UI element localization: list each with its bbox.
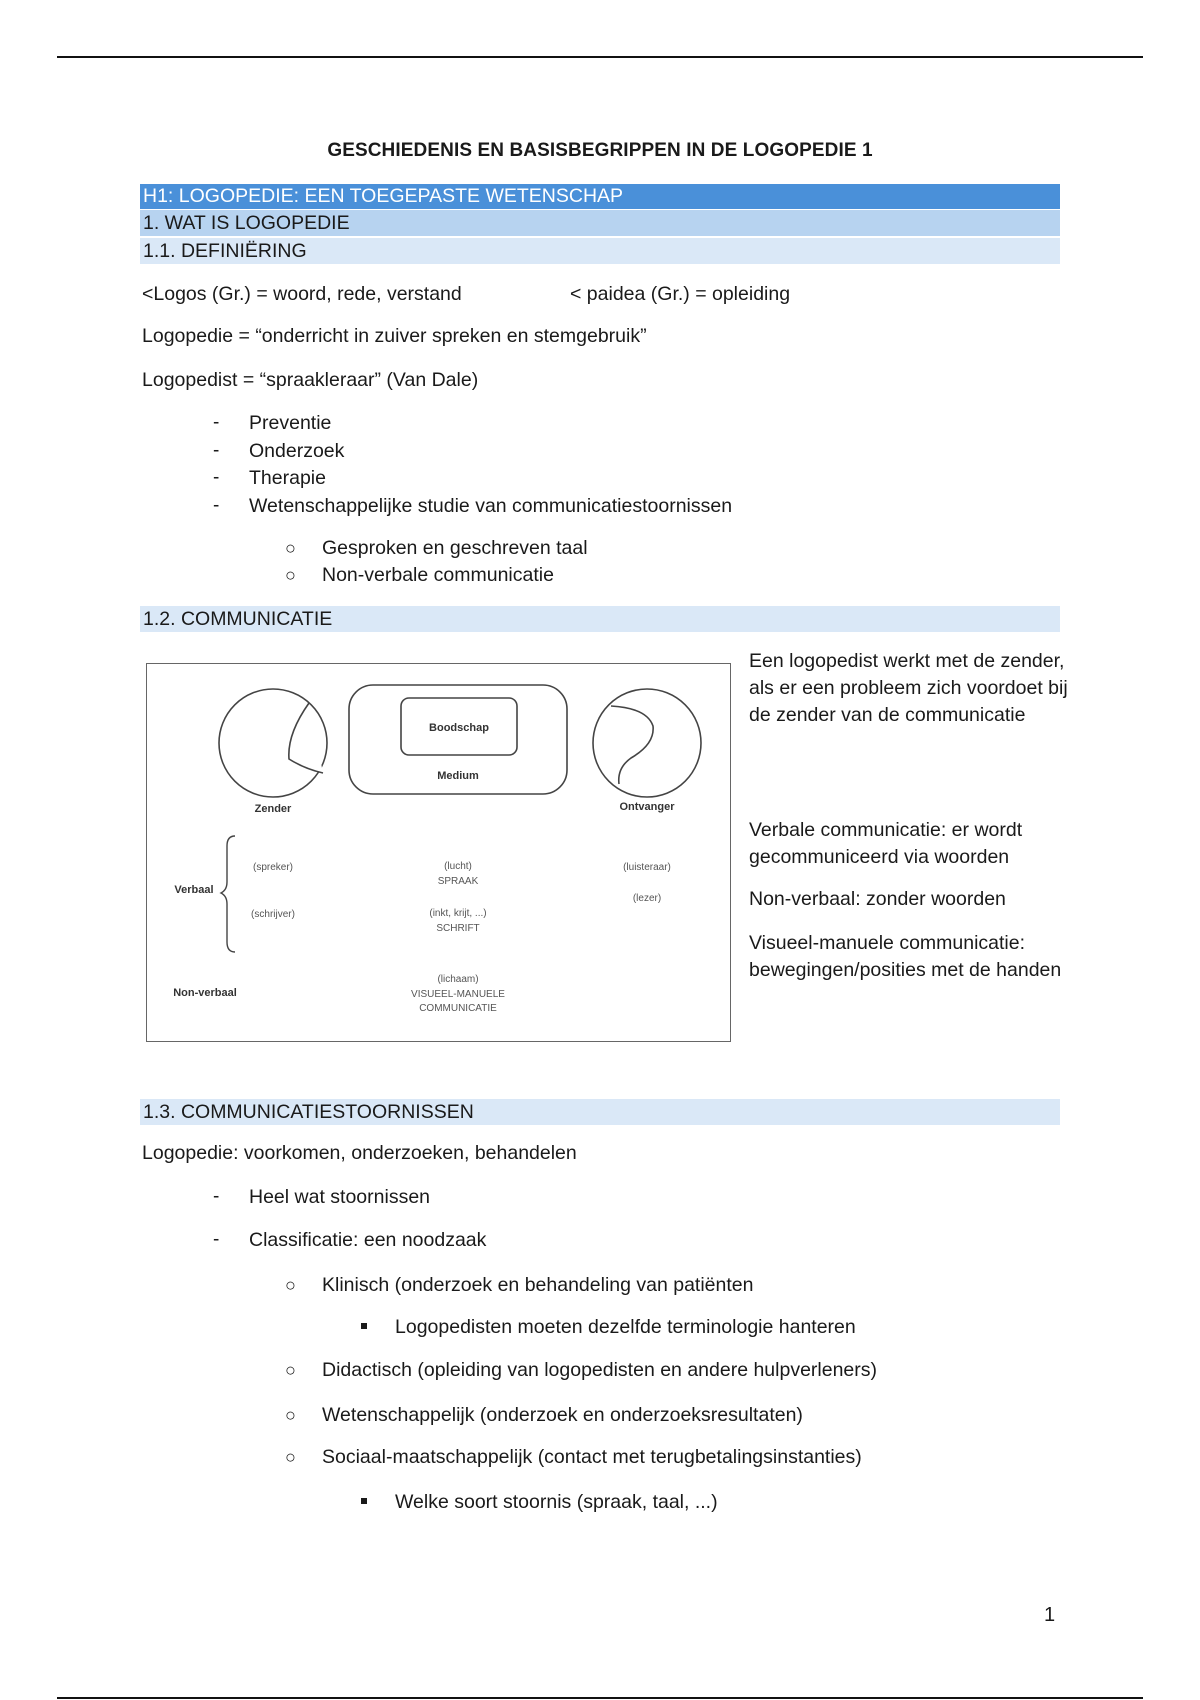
top-rule [57,56,1143,58]
bullet-dash: - [213,467,220,488]
logopedist-definition: Logopedist = “spraakleraar” (Van Dale) [142,369,479,391]
list-item: Therapie [249,467,326,489]
spreker-label: (spreker) [252,862,294,873]
verbaal-label: Verbaal [174,884,214,896]
bullet-square [361,1323,367,1329]
medium-label: Medium [437,770,479,782]
boodschap-label: Boodschap [429,722,489,734]
list-item: Classificatie: een noodzaak [249,1229,487,1251]
sub-list-item: Non-verbale communicatie [322,564,554,586]
non-verbaal-label: Non-verbaal [173,987,237,999]
luisteraar-label: (luisteraar) [623,862,671,873]
bullet-dash: - [213,495,220,516]
bullet-dash: - [213,1186,220,1207]
lucht-label: (lucht) [444,861,472,872]
heading-section-1: 1. WAT IS LOGOPEDIE [140,210,1060,236]
document-title: GESCHIEDENIS EN BASISBEGRIPPEN IN DE LOGOPEDIE 1 [327,140,873,161]
list-item: Onderzoek [249,440,345,462]
side-note-verbaal: Verbale communicatie: er wordt gecommuniceerd via woorden [749,819,1023,868]
sub-list-item: Sociaal-maatschappelijk (contact met terugbetalingsinstanties) [322,1446,862,1468]
bottom-rule [57,1697,1143,1699]
stoornissen-intro: Logopedie: voorkomen, onderzoeken, behandelen [142,1142,577,1164]
sub-list-item: Wetenschappelijk (onderzoek en onderzoeksresultaten) [322,1404,803,1426]
bullet-circle: ○ [285,1447,296,1467]
side-note-visueel-manueel: Visueel-manuele communicatie: bewegingen/posities met de handen [749,932,1062,981]
communication-diagram [146,663,731,1042]
communicatie-label: COMMUNICATIE [419,1003,497,1014]
sub-list-item: Klinisch (onderzoek en behandeling van patiënten [322,1274,754,1296]
sub-sub-list-item: Logopedisten moeten dezelfde terminologie hanteren [395,1316,856,1338]
lichaam-label: (lichaam) [437,974,479,985]
heading-section-1-2: 1.2. COMMUNICATIE [140,606,1060,632]
bullet-circle: ○ [285,1275,296,1295]
bullet-circle: ○ [285,538,296,558]
spraak-label: SPRAAK [437,876,479,887]
sub-list-item: Didactisch (opleiding van logopedisten en andere hulpverleners) [322,1359,878,1381]
verbaal-bracket [221,836,235,952]
visueel-manuele-label: VISUEEL-MANUELE [411,989,505,1000]
bullet-dash: - [213,1229,220,1250]
bullet-circle: ○ [285,1405,296,1425]
bullet-dash: - [213,440,220,461]
heading-section-1-1: 1.1. DEFINIËRING [140,238,1060,264]
bullet-dash: - [213,412,220,433]
bullet-circle: ○ [285,565,296,585]
schrift-label: SCHRIFT [436,923,480,934]
list-item: Heel wat stoornissen [249,1186,431,1208]
bullet-square [361,1498,367,1504]
page-number: 1 [1044,1604,1056,1626]
list-item: Preventie [249,412,332,434]
sub-list-item: Gesproken en geschreven taal [322,537,588,559]
ontvanger-label: Ontvanger [619,801,675,813]
list-item: Wetenschappelijke studie van communicatiestoornissen [249,495,733,517]
schrijver-label: (schrijver) [251,909,295,920]
side-note-non-verbaal: Non-verbaal: zonder woorden [749,888,1006,910]
paidea-definition: < paidea (Gr.) = opleiding [570,283,791,305]
sub-sub-list-item: Welke soort stoornis (spraak, taal, ...) [395,1491,718,1513]
inkt-label: (inkt, krijt, ...) [429,908,487,919]
heading-section-1-3: 1.3. COMMUNICATIESTOORNISSEN [140,1099,1060,1125]
logopedie-definition: Logopedie = “onderricht in zuiver spreken en stemgebruik” [142,325,647,347]
lezer-label: (lezer) [632,893,662,904]
side-note-zender: Een logopedist werkt met de zender, als er een probleem zich voordoet bij de zender van de communicatie [749,650,1068,726]
zender-label: Zender [254,803,292,815]
ontvanger-circle [593,689,701,797]
logos-definition: <Logos (Gr.) = woord, rede, verstand [142,283,462,305]
heading-chapter-1: H1: LOGOPEDIE: EEN TOEGEPASTE WETENSCHAP [140,184,1060,209]
bullet-circle: ○ [285,1360,296,1380]
